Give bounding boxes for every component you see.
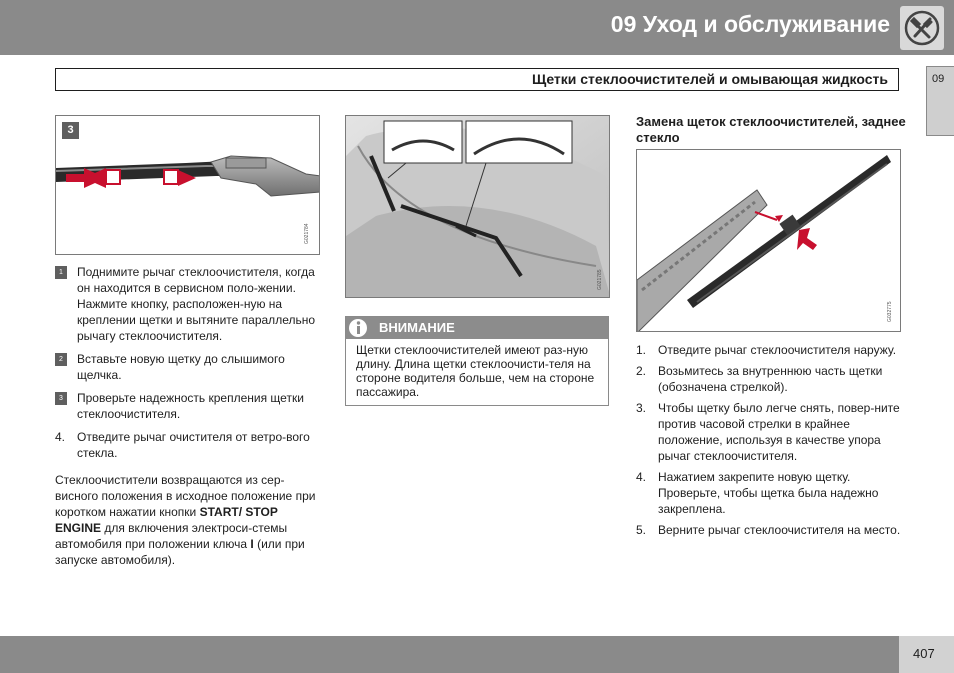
rear-step-3-text: Чтобы щетку было легче снять, повер-ните против часовой стрелки в крайнее положение, используя в качестве упора рычаг стеклоочистителя.	[658, 401, 900, 463]
chapter-icon-box	[900, 6, 944, 50]
rear-wiper-illustration	[637, 150, 901, 332]
warning-title: ВНИМАНИЕ	[379, 320, 455, 335]
warning-box	[345, 316, 609, 406]
step-4-number: 4.	[55, 430, 66, 444]
rear-step-1-number: 1.	[636, 343, 647, 357]
rear-step-5	[636, 522, 906, 538]
footer-bar	[0, 636, 954, 673]
figure-wiper-blade-release	[55, 115, 320, 255]
step-1	[55, 264, 320, 344]
left-column	[55, 264, 320, 568]
step-2	[55, 351, 320, 383]
rear-step-4	[636, 469, 906, 517]
return-paragraph: Стеклоочистители возвращаются из сер-висного положения в исходное положение при коротком нажатии кнопки START/ STOP ENGINE для включения электроси-стемы автомобиля при положении ключа I (или при запуске автомобиля).	[55, 473, 316, 567]
rear-step-2-number: 2.	[636, 364, 647, 378]
figure-rear-wiper	[636, 149, 901, 332]
step-2-text: Вставьте новую щетку до слышимого щелчка.	[77, 352, 285, 382]
rear-step-3-number: 3.	[636, 401, 647, 415]
wiper-blade-illustration	[56, 116, 320, 255]
wrench-screwdriver-icon	[903, 9, 941, 47]
step-3	[55, 390, 320, 422]
windscreen-illustration	[346, 116, 610, 298]
right-column-steps	[636, 342, 906, 543]
step-badge-3: 3	[55, 392, 67, 405]
step-4-text: Отведите рычаг очистителя от ветро-вого стекла.	[77, 430, 310, 460]
rear-step-2-text: Возьмитесь за внутреннюю часть щетки (обозначена стрелкой).	[658, 364, 883, 394]
rear-step-2	[636, 363, 906, 395]
chapter-tab[interactable]	[926, 66, 954, 136]
rear-step-4-text: Нажатием закрепите новую щетку. Проверьте, чтобы щетка была надежно закреплена.	[658, 470, 879, 516]
figure-code: G032775	[887, 301, 893, 322]
rear-step-4-number: 4.	[636, 470, 647, 484]
section-title: Щетки стеклоочистителей и омывающая жидкость	[532, 71, 888, 87]
step-badge-1: 1	[55, 266, 67, 279]
rear-step-1	[636, 342, 906, 358]
chapter-tab-label: 09	[932, 73, 945, 85]
rear-wiper-heading: Замена щеток стеклоочистителей, заднее стекло	[636, 114, 906, 145]
rear-step-5-number: 5.	[636, 523, 647, 537]
figure-code: G021784	[304, 223, 310, 244]
figure-windscreen-wipers	[345, 115, 610, 298]
step-3-text: Проверьте надежность крепления щетки стеклоочистителя.	[77, 391, 304, 421]
warning-header	[346, 317, 608, 339]
warning-text: Щетки стеклоочистителей имеют раз-ную длину. Длина щетки стеклоочисти-теля на стороне водителя больше, чем на стороне пассажира.	[356, 343, 595, 399]
figure-code: G021785	[597, 269, 603, 290]
info-icon	[348, 318, 370, 338]
section-header	[55, 68, 899, 91]
step-4	[55, 429, 320, 461]
step-badge-2: 2	[55, 353, 67, 366]
figure-callout-3: 3	[62, 122, 79, 139]
chapter-title: 09 Уход и обслуживание	[610, 11, 890, 37]
rear-step-1-text: Отведите рычаг стеклоочистителя наружу.	[658, 343, 897, 357]
rear-step-5-text: Верните рычаг стеклоочистителя на место.	[658, 523, 901, 537]
step-1-text: Поднимите рычаг стеклоочистителя, когда он находится в сервисном поло-жении. Нажмите кнопку, расположен-ную на креплении щетки и вытяните параллельно рычагу стеклоочистителя.	[77, 265, 316, 343]
rear-step-3	[636, 400, 906, 464]
page-number: 407	[913, 646, 935, 661]
